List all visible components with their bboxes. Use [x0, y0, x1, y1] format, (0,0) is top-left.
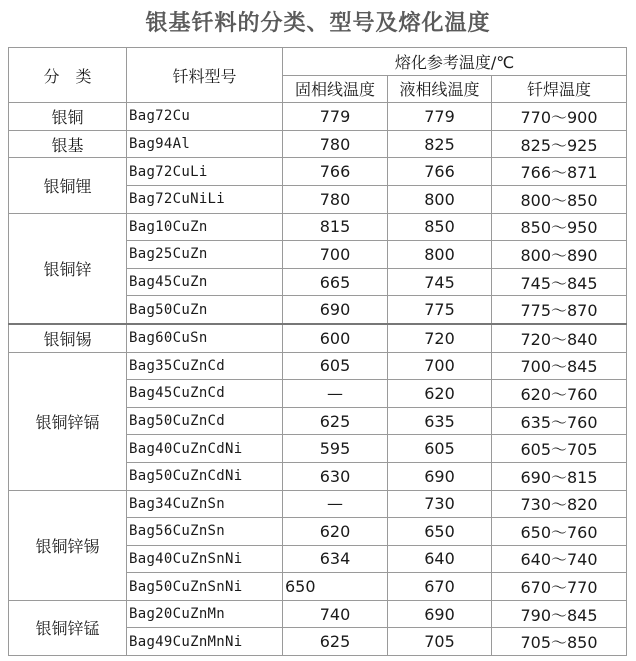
solidus-cell: 779 [283, 103, 388, 131]
table-row [9, 103, 627, 131]
brazing-temp-cell: 800～890 [492, 241, 627, 269]
brazing-temp-cell: 605～705 [492, 435, 627, 463]
table-row [9, 158, 627, 186]
liquidus-cell: 779 [388, 103, 492, 131]
solidus-cell: 620 [283, 518, 388, 546]
brazing-temp-cell: 670～770 [492, 573, 627, 601]
header-solidus: 固相线温度 [283, 75, 388, 103]
brazing-temp-cell: 825～925 [492, 130, 627, 158]
solidus-cell: 634 [283, 545, 388, 573]
header-brazing: 钎焊温度 [492, 75, 627, 103]
brazing-temp-cell: 766～871 [492, 158, 627, 186]
model-cell: Bag94Al [127, 130, 283, 158]
model-cell: Bag20CuZnMn [127, 600, 283, 628]
solidus-cell: 650 [283, 573, 388, 601]
table-body [9, 103, 627, 656]
solidus-cell: 766 [283, 158, 388, 186]
category-cell: 银铜锂 [9, 158, 127, 213]
liquidus-cell: 775 [388, 296, 492, 324]
solidus-cell: 605 [283, 352, 388, 380]
model-cell: Bag60CuSn [127, 324, 283, 352]
liquidus-cell: 730 [388, 490, 492, 518]
solidus-cell: 815 [283, 213, 388, 241]
brazing-temp-cell: 730～820 [492, 490, 627, 518]
solidus-cell: 740 [283, 600, 388, 628]
liquidus-cell: 690 [388, 600, 492, 628]
model-cell: Bag72Cu [127, 103, 283, 131]
category-cell: 银铜锌 [9, 213, 127, 324]
brazing-temp-cell: 650～760 [492, 518, 627, 546]
liquidus-cell: 620 [388, 380, 492, 408]
header-melting-temperature: 熔化参考温度/℃ [283, 48, 627, 76]
model-cell: Bag72CuNiLi [127, 185, 283, 213]
model-cell: Bag45CuZnCd [127, 380, 283, 408]
model-cell: Bag56CuZnSn [127, 518, 283, 546]
liquidus-cell: 670 [388, 573, 492, 601]
solidus-cell: 780 [283, 130, 388, 158]
solidus-cell: 625 [283, 407, 388, 435]
table-row [9, 352, 627, 380]
model-cell: Bag50CuZnSnNi [127, 573, 283, 601]
brazing-temp-cell: 705～850 [492, 628, 627, 656]
liquidus-cell: 705 [388, 628, 492, 656]
header-model: 钎料型号 [127, 48, 283, 103]
category-cell: 银基 [9, 130, 127, 158]
brazing-alloy-table [8, 47, 627, 656]
brazing-temp-cell: 745～845 [492, 268, 627, 296]
liquidus-cell: 800 [388, 241, 492, 269]
brazing-temp-cell: 640～740 [492, 545, 627, 573]
solidus-cell: 700 [283, 241, 388, 269]
header-category: 分 类 [9, 48, 127, 103]
model-cell: Bag35CuZnCd [127, 352, 283, 380]
liquidus-cell: 650 [388, 518, 492, 546]
solidus-cell: 595 [283, 435, 388, 463]
model-cell: Bag72CuLi [127, 158, 283, 186]
brazing-temp-cell: 790～845 [492, 600, 627, 628]
solidus-cell: 630 [283, 462, 388, 490]
model-cell: Bag25CuZn [127, 241, 283, 269]
header-row [9, 48, 627, 76]
liquidus-cell: 605 [388, 435, 492, 463]
liquidus-cell: 690 [388, 462, 492, 490]
brazing-temp-cell: 720～840 [492, 324, 627, 352]
category-cell: 银铜锡 [9, 324, 127, 352]
model-cell: Bag40CuZnSnNi [127, 545, 283, 573]
model-cell: Bag10CuZn [127, 213, 283, 241]
brazing-temp-cell: 850～950 [492, 213, 627, 241]
solidus-cell: 600 [283, 324, 388, 352]
table-row [9, 130, 627, 158]
liquidus-cell: 720 [388, 324, 492, 352]
category-cell: 银铜锌锡 [9, 490, 127, 600]
model-cell: Bag40CuZnCdNi [127, 435, 283, 463]
category-cell: 银铜 [9, 103, 127, 131]
liquidus-cell: 745 [388, 268, 492, 296]
solidus-cell: 780 [283, 185, 388, 213]
model-cell: Bag50CuZnCd [127, 407, 283, 435]
liquidus-cell: 635 [388, 407, 492, 435]
brazing-temp-cell: 770～900 [492, 103, 627, 131]
table-row [9, 213, 627, 241]
liquidus-cell: 800 [388, 185, 492, 213]
table-row [9, 600, 627, 628]
brazing-temp-cell: 700～845 [492, 352, 627, 380]
header-liquidus: 液相线温度 [388, 75, 492, 103]
solidus-cell: — [283, 490, 388, 518]
category-cell: 银铜锌镉 [9, 352, 127, 490]
page-title: 银基钎料的分类、型号及熔化温度 [145, 10, 491, 36]
liquidus-cell: 766 [388, 158, 492, 186]
solidus-cell: 665 [283, 268, 388, 296]
model-cell: Bag50CuZnCdNi [127, 462, 283, 490]
model-cell: Bag34CuZnSn [127, 490, 283, 518]
model-cell: Bag45CuZn [127, 268, 283, 296]
table-row [9, 324, 627, 352]
model-cell: Bag49CuZnMnNi [127, 628, 283, 656]
brazing-temp-cell: 690～815 [492, 462, 627, 490]
solidus-cell: — [283, 380, 388, 408]
brazing-temp-cell: 620～760 [492, 380, 627, 408]
solidus-cell: 690 [283, 296, 388, 324]
category-cell: 银铜锌锰 [9, 600, 127, 655]
liquidus-cell: 640 [388, 545, 492, 573]
liquidus-cell: 825 [388, 130, 492, 158]
brazing-temp-cell: 635～760 [492, 407, 627, 435]
brazing-temp-cell: 800～850 [492, 185, 627, 213]
model-cell: Bag50CuZn [127, 296, 283, 324]
liquidus-cell: 850 [388, 213, 492, 241]
solidus-cell: 625 [283, 628, 388, 656]
brazing-temp-cell: 775～870 [492, 296, 627, 324]
liquidus-cell: 700 [388, 352, 492, 380]
table-row [9, 490, 627, 518]
